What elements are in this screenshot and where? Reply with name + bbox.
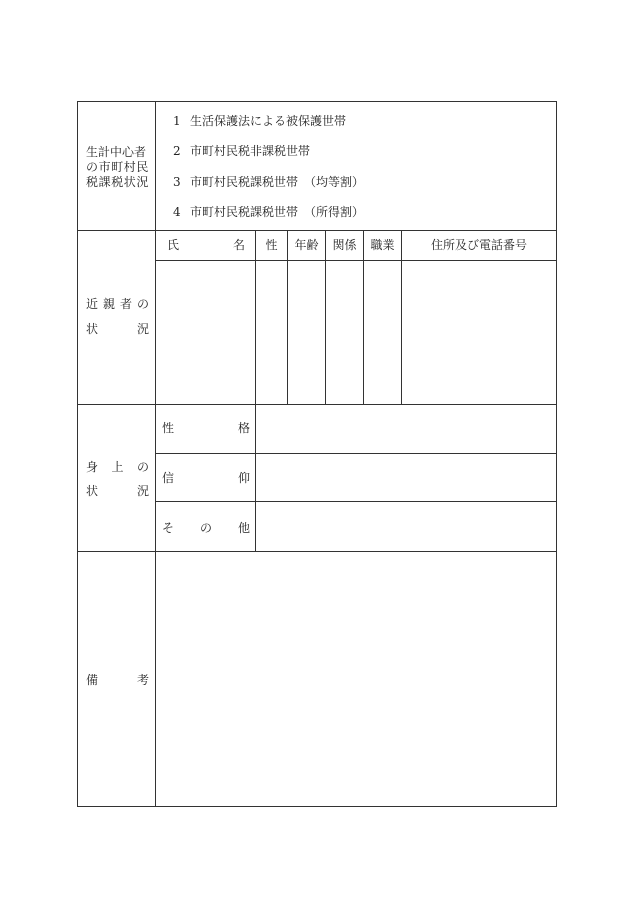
header-name: 氏 名 (167, 238, 245, 252)
header-address-phone: 住所及び電話番号 (430, 238, 527, 252)
personality-label: 性 格 (162, 421, 250, 435)
tax-status-label-line-2: の市町村民 (86, 160, 150, 174)
other-field[interactable] (256, 502, 556, 551)
personal-status-label-line-1: 身 上 の (86, 460, 149, 474)
other-label: そ の 他 (162, 521, 250, 535)
header-relation: 関係 (332, 238, 357, 252)
option-text: 市町村民税非課税世帯 (190, 144, 311, 158)
tax-status-label-line-1: 生計中心者 (86, 145, 147, 159)
relatives-label-line-1: 近 親 者 の (86, 297, 149, 311)
header-sex: 性 (265, 238, 278, 252)
option-number: 3 (173, 175, 181, 189)
household-status-form (77, 101, 557, 807)
option-number: 1 (173, 114, 181, 128)
option-text: 市町村民税課税世帯 （所得割） (190, 205, 365, 219)
remarks-field[interactable] (156, 552, 556, 806)
religion-label: 信 仰 (162, 471, 250, 485)
remarks-label: 備 考 (86, 673, 149, 687)
relatives-entry-area[interactable] (156, 261, 556, 404)
personality-field[interactable] (256, 405, 556, 453)
relatives-label-line-2: 状 況 (86, 322, 149, 336)
header-occupation: 職業 (370, 238, 395, 252)
religion-field[interactable] (256, 454, 556, 501)
option-text: 生活保護法による被保護世帯 (190, 114, 347, 128)
option-text: 市町村民税課税世帯 （均等割） (190, 175, 365, 189)
section-divider (78, 230, 556, 231)
option-number: 4 (173, 205, 181, 219)
header-age: 年齢 (294, 238, 319, 252)
personal-status-label-line-2: 状 況 (86, 484, 149, 498)
tax-status-label-line-3: 税課税状況 (86, 175, 150, 189)
option-number: 2 (173, 144, 181, 158)
